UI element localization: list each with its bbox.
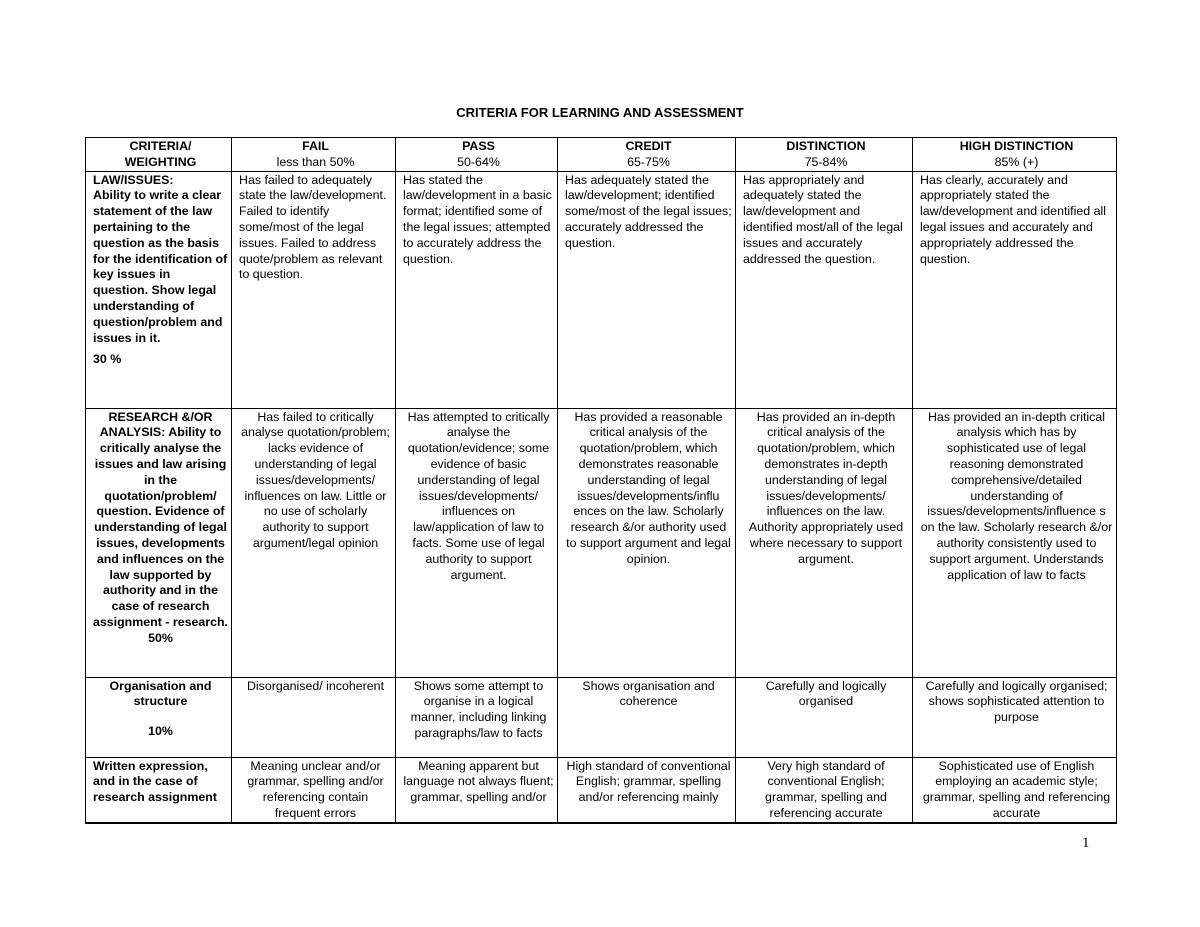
header-range: 75-84%: [804, 154, 848, 169]
high-distinction-descriptor: Has provided an in-depth critical analysis which has by sophisticated use of legal reasoning demonstrated comprehensive/detailed understanding of issues/developments/influence s on the law. Scholarly research &/or authority consistently used to support argument. Understands application of law to facts: [913, 408, 1117, 677]
pass-descriptor: Has attempted to critically analyse the quotation/evidence; some evidence of basic understanding of legal issues/developments/ influences on law/application of law to facts. Some use of legal authority to support argument.: [396, 408, 558, 677]
distinction-descriptor: Has appropriately and adequately stated the law/development and identified most/all of the legal issues and accurately addressed the question.: [736, 171, 913, 408]
table-row-law-issues: [86, 171, 1117, 408]
criteria-text: RESEARCH &/OR ANALYSIS: Ability to critically analyse the issues and law arising in the quotation/problem/ question. Evidence of understanding of legal issues, developments and influences on the law supported by authority and in the case of research assignment - research.: [93, 409, 228, 629]
header-high-distinction: [913, 138, 1117, 172]
header-range: 50-64%: [457, 154, 500, 169]
header-pass: [396, 138, 558, 172]
criteria-text: Written expression, and in the case of research assignment: [93, 758, 217, 805]
criteria-text: LAW/ISSUES: Ability to write a clear statement of the law pertaining to the question as the basis for the identification of key issues in question. Show legal understanding of question/problem and issues in it.: [93, 172, 228, 345]
fail-descriptor: Has failed to critically analyse quotation/problem; lacks evidence of understanding of legal issues/developments/ influences on law. Little or no use of scholarly authority to support argument/legal opinion: [232, 408, 396, 677]
header-grade: PASS: [462, 139, 495, 153]
criteria-text: Organisation and structure: [109, 678, 212, 709]
table-row-research-analysis: [86, 408, 1117, 677]
header-criteria-label: CRITERIA/ WEIGHTING: [124, 139, 197, 169]
header-grade: HIGH DISTINCTION: [959, 139, 1074, 153]
fail-descriptor: Disorganised/ incoherent: [232, 677, 396, 757]
assessment-criteria-table: [85, 137, 1117, 824]
criteria-weight: 30 %: [93, 352, 122, 367]
header-range: 65-75%: [627, 154, 670, 169]
criteria-cell: [86, 677, 232, 757]
header-grade: DISTINCTION: [786, 139, 866, 153]
header-criteria-weighting: [86, 138, 232, 172]
page-number: 1: [1082, 835, 1090, 851]
header-range: 85% (+): [994, 154, 1039, 169]
header-grade: FAIL: [302, 139, 329, 153]
document-title: CRITERIA FOR LEARNING AND ASSESSMENT: [456, 105, 744, 120]
pass-descriptor: Has stated the law/development in a basic format; identified some of the legal issues; attempted to accurately address the question.: [396, 171, 558, 408]
criteria-cell: [86, 171, 232, 408]
distinction-descriptor: Very high standard of conventional English; grammar, spelling and referencing accurate: [736, 757, 913, 823]
fail-descriptor: Has failed to adequately state the law/development. Failed to identify some/most of the legal issues. Failed to address quote/problem as relevant to question.: [232, 171, 396, 408]
criteria-weight: 50%: [148, 630, 173, 645]
pass-descriptor: Shows some attempt to organise in a logical manner, including linking paragraphs/law to facts: [396, 677, 558, 757]
header-range: less than 50%: [276, 154, 355, 169]
header-credit: [558, 138, 736, 172]
high-distinction-descriptor: Carefully and logically organised; shows sophisticated attention to purpose: [913, 677, 1117, 757]
criteria-cell: [86, 408, 232, 677]
table-header-row: [86, 138, 1117, 172]
credit-descriptor: Shows organisation and coherence: [558, 677, 736, 757]
fail-descriptor: Meaning unclear and/or grammar, spelling and/or referencing contain frequent errors: [232, 757, 396, 823]
criteria-weight: 10%: [148, 724, 173, 739]
credit-descriptor: Has adequately stated the law/development; identified some/most of the legal issues; accurately addressed the question.: [558, 171, 736, 408]
high-distinction-descriptor: Sophisticated use of English employing an academic style; grammar, spelling and referencing accurate: [913, 757, 1117, 823]
credit-descriptor: High standard of conventional English; grammar, spelling and/or referencing mainly: [558, 757, 736, 823]
high-distinction-descriptor: Has clearly, accurately and appropriately stated the law/development and identified all legal issues and accurately and appropriately addressed the question.: [913, 171, 1117, 408]
pass-descriptor: Meaning apparent but language not always fluent; grammar, spelling and/or: [396, 757, 558, 823]
criteria-cell: [86, 757, 232, 823]
distinction-descriptor: Carefully and logically organised: [736, 677, 913, 757]
table-row-written-expression: [86, 757, 1117, 823]
header-grade: CREDIT: [625, 139, 672, 153]
distinction-descriptor: Has provided an in-depth critical analysis of the quotation/problem, which demonstrates in-depth understanding of legal issues/developments/ influences on the law. Authority appropriately used where necessary to support argument.: [736, 408, 913, 677]
credit-descriptor: Has provided a reasonable critical analysis of the quotation/problem, which demonstrates reasonable understanding of legal issues/developments/influ ences on the law. Scholarly research &/or authority used to support argument and legal opinion.: [558, 408, 736, 677]
table-row-organisation: [86, 677, 1117, 757]
header-fail: [232, 138, 396, 172]
header-distinction: [736, 138, 913, 172]
